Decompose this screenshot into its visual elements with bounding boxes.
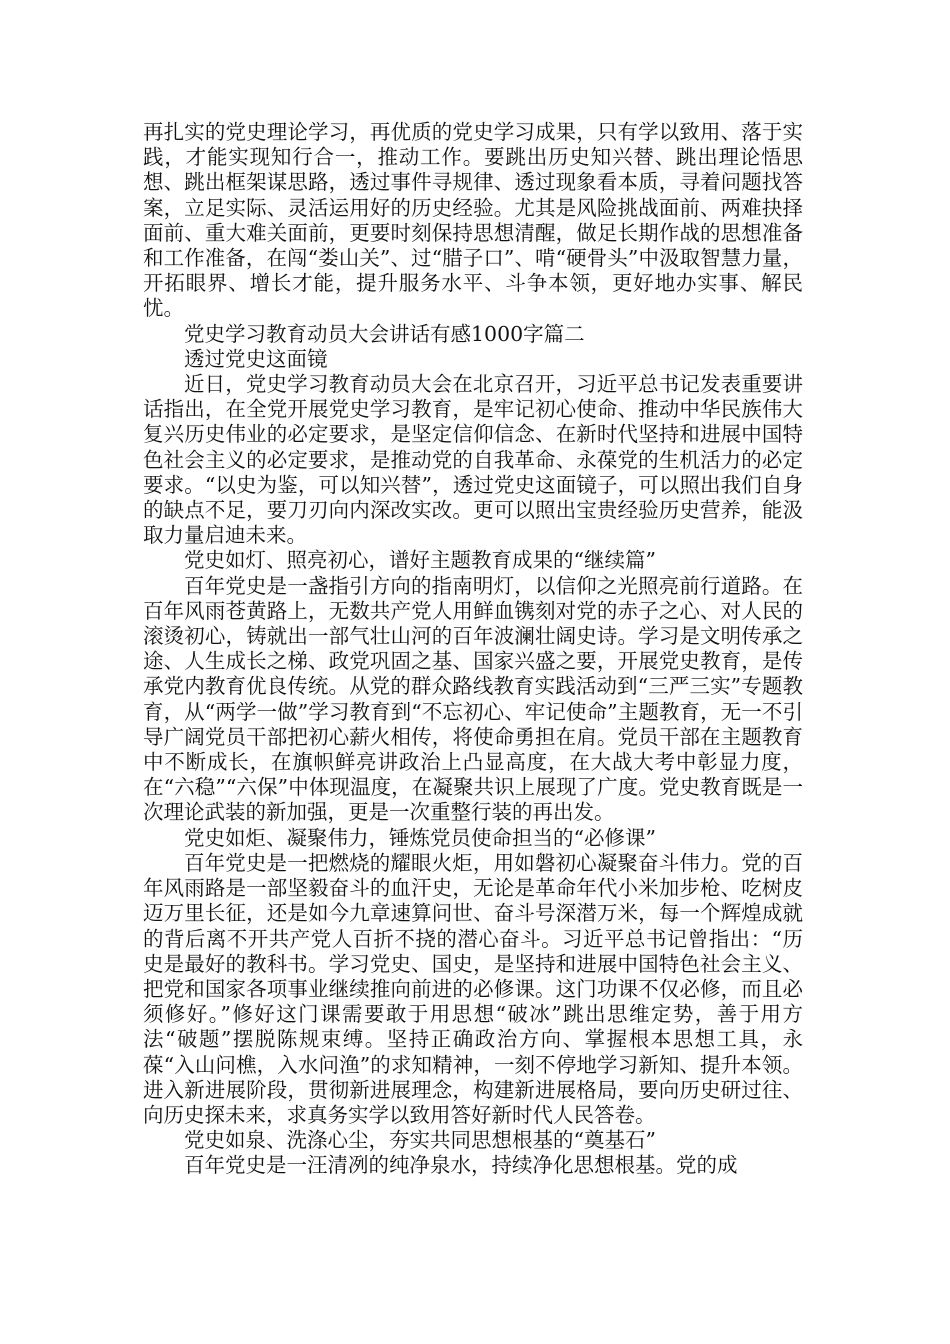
paragraph-torch: 百年党史是一把燃烧的耀眼火炬，用如磐初心凝聚奋斗伟力。党的百年风雨路是一部坚毅奋斗的血汗史，无论是革命年代小米加步枪、吃树皮迈万里长征，还是如今九章速算问世、奋斗号深潜万米，每一个辉煌成就的背后离不开共产党人百折不挠的潜心奋斗。习近平总书记曾指出：“历史是最好的教科书。学习党史、国史，是坚持和进展中国特色社会主义、把党和国家各项事业继续推向前进的必修课。这门功课不仅必修，而且必须修好。”修好这门课需要敢于用思想“破冰”跳出思维定势，善于用方法“破题”摆脱陈规束缚。坚持正确政治方向、掌握根本思想工具，永葆“入山问樵，入水问渔”的求知精神，一刻不停地学习新知、提升本领。进入新进展阶段，贯彻新进展理念，构建新进展格局，要向历史研过往、向历史探未来，求真务实学以致用答好新时代人民答卷。 — [143, 850, 803, 1127]
article-subtitle: 透过党史这面镜 — [184, 346, 328, 371]
article-title: 党史学习教育动员大会讲话有感1000字篇二 — [184, 321, 585, 346]
paragraph-lamp: 百年党史是一盏指引方向的指南明灯，以信仰之光照亮前行道路。在百年风雨苍黄路上，无数共产党人用鲜血镌刻对党的赤子之心、对人民的滚烫初心，铸就出一部气壮山河的百年波澜壮阔史诗。学习是文明传承之途、人生成长之梯、政党巩固之基、国家兴盛之要，开展党史教育，是传承党内教育优良传统。从党的群众路线教育实践活动到“三严三实”专题教育，从“两学一做”学习教育到“不忘初心、牢记使命”主题教育，无一不引导广阔党员干部把初心薪火相传，将使命勇担在肩。党员干部在主题教育中不断成长，在旗帜鲜亮讲政治上凸显高度，在大战大考中彰显力度，在“六稳”“六保”中体现温度，在凝聚共识上展现了广度。党史教育既是一次理论武装的新加强，更是一次重整行装的再出发。 — [143, 573, 803, 825]
paragraph-opening: 近日，党史学习教育动员大会在北京召开，习近平总书记发表重要讲话指出，在全党开展党史学习教育，是牢记初心使命、推动中华民族伟大复兴历史伟业的必定要求，是坚定信仰信念、在新时代坚持和进展中国特色社会主义的必定要求，是推动党的自我革命、永葆党的生机活力的必定要求。“以史为鉴，可以知兴替”，透过党史这面镜子，可以照出我们自身的缺点不足，要刀刃向内深改实改。更可以照出宝贵经验历史营养，能汲取力量启迪未来。 — [143, 372, 803, 548]
paragraph-spring: 百年党史是一汪清冽的纯净泉水，持续净化思想根基。党的成 — [184, 1153, 738, 1178]
section-heading-lamp: 党史如灯、照亮初心，谱好主题教育成果的“继续篇” — [184, 548, 656, 573]
paragraph-intro: 再扎实的党史理论学习，再优质的党史学习成果，只有学以致用、落于实践，才能实现知行合一，推动工作。要跳出历史知兴替、跳出理论悟思想、跳出框架谋思路，透过事件寻规律、透过现象看本质，寻着问题找答案，立足实际、灵活运用好的历史经验。尤其是风险挑战面前、两难抉择面前、重大难关面前，更要时刻保持思想清醒，做足长期作战的思想准备和工作准备，在闯“娄山关”、过“腊子口”、啃“硬骨头”中汲取智慧力量，开拓眼界、增长才能，提升服务水平、斗争本领，更好地办实事、解民忧。 — [143, 120, 803, 321]
section-heading-torch: 党史如炬、凝聚伟力，锤炼党员使命担当的“必修课” — [184, 825, 656, 850]
document-body — [143, 120, 803, 1179]
section-heading-spring: 党史如泉、洗涤心尘，夯实共同思想根基的“奠基石” — [184, 1128, 656, 1153]
